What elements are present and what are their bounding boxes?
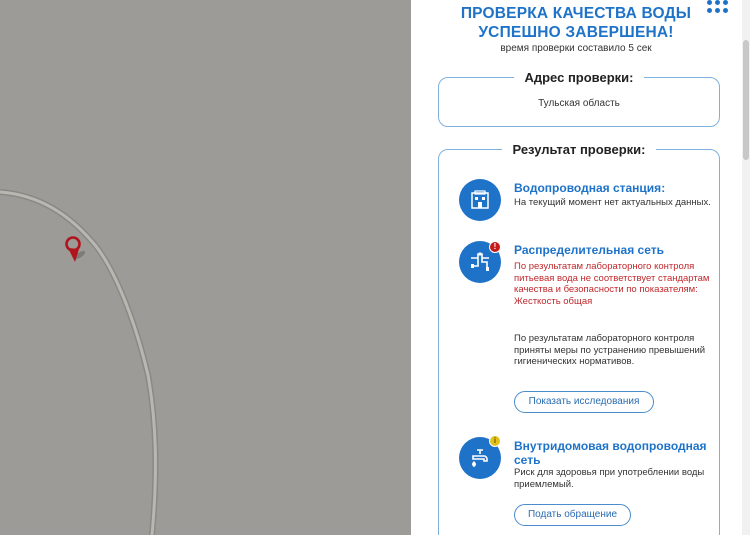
check-duration: время проверки составило 5 сек: [500, 43, 652, 54]
section-distribution-network: [459, 241, 709, 421]
results-card-title: Результат проверки:: [502, 142, 655, 157]
title-line-1: ПРОВЕРКА КАЧЕСТВА ВОДЫ: [460, 5, 692, 22]
building-icon: [459, 179, 501, 221]
section-text: По результатам лабораторного контроля приняты меры по устранению превышений гигиенических нормативов.: [514, 333, 706, 367]
address-card: [438, 70, 720, 127]
submit-appeal-button[interactable]: Подать обращение: [514, 504, 631, 526]
panel-scrollbar[interactable]: [742, 0, 750, 535]
address-value: Тульская область: [538, 98, 620, 109]
section-water-station: [459, 179, 709, 229]
location-marker-icon[interactable]: [67, 238, 87, 263]
info-badge-icon: i: [489, 435, 501, 447]
page-title: [441, 4, 711, 42]
section-title: Распределительная сеть: [514, 243, 664, 257]
section-warning-text: По результатам лабораторного контроля питьевая вода не соответствует стандартам качества и безопасности по показателям: Жесткость общая: [514, 261, 710, 307]
scrollbar-thumb[interactable]: [743, 40, 749, 160]
section-text: Риск для здоровья при употреблении воды приемлемый.: [514, 467, 705, 490]
map-road: [0, 192, 155, 535]
section-title: Водопроводная станция:: [514, 181, 666, 195]
address-card-title: Адрес проверки:: [514, 70, 643, 85]
alert-badge-icon: !: [489, 241, 501, 253]
section-indoor-network: [459, 437, 709, 535]
section-text: На текущий момент нет актуальных данных.: [514, 197, 711, 208]
show-research-button[interactable]: Показать исследования: [514, 391, 654, 413]
results-card: [438, 142, 720, 535]
section-title: Внутридомовая водопроводная сеть: [514, 439, 707, 467]
results-panel: [411, 0, 750, 535]
title-line-2: УСПЕШНО ЗАВЕРШЕНА!: [478, 24, 674, 41]
